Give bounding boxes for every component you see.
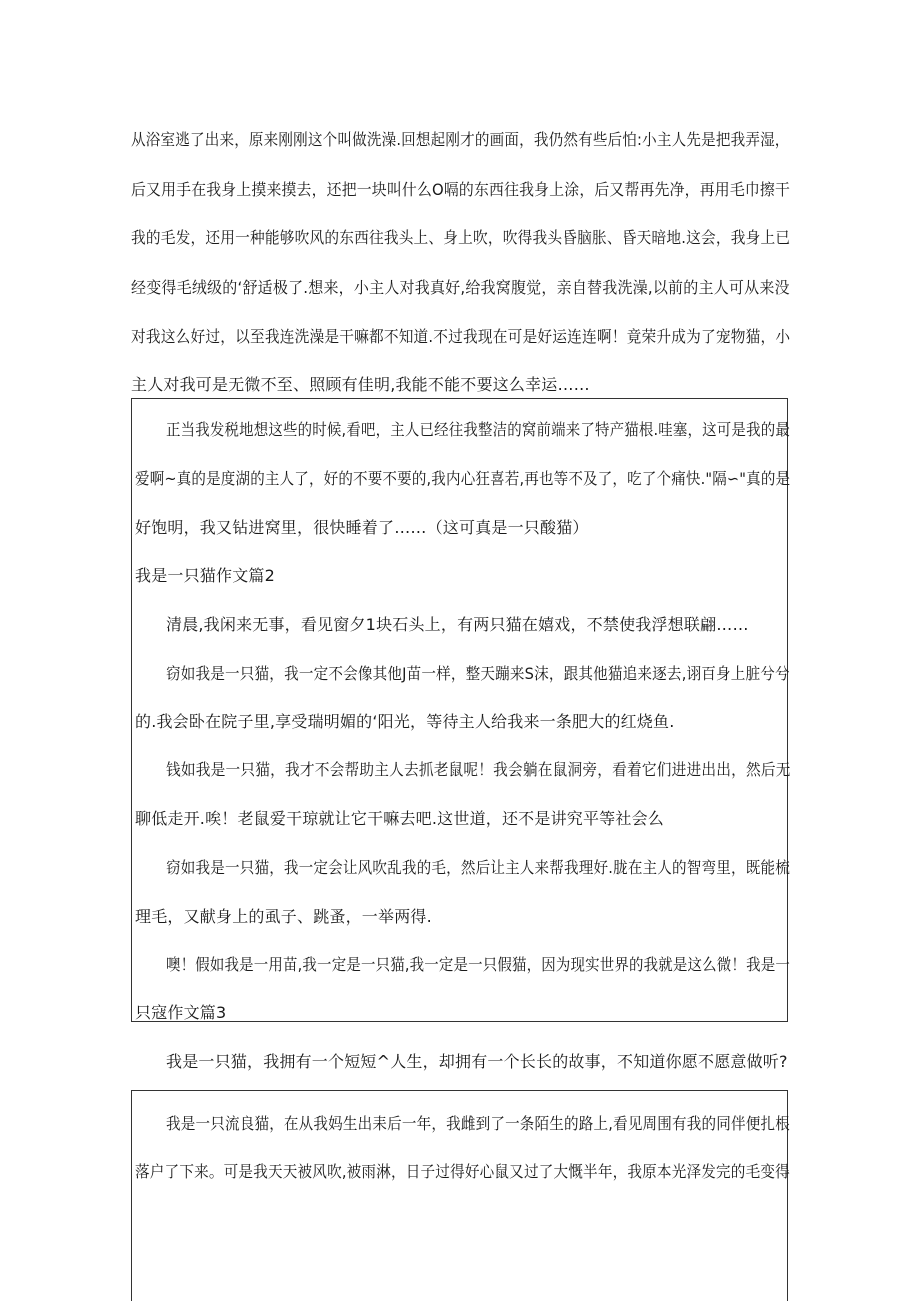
text-line: 清晨,我闲来无事，看见窗夕1块石头上，有两只猫在嬉戏，不禁使我浮想联翩…… — [166, 615, 749, 634]
text-line: 我的毛发，还用一种能够吹风的东西往我头上、身上吹，吹得我头昏脑胀、昏天暗地.这会，我身上已 — [131, 228, 791, 247]
text-line: 好饱明，我又钻进窝里，很快睡着了……（这可真是一只酸猫） — [135, 518, 589, 537]
text-line: 只寇作文篇3 — [135, 1003, 227, 1022]
text-line: 对我这么好过，以至我连洗澡是干嘛都不知道.不过我现在可是好运连连啊！竟荣升成为了宠物猫，小 — [131, 327, 791, 346]
text-line: 落户了下来。可是我天天被风吹,被雨淋，日子过得好心鼠又过了大慨半年，我原本光泽发完的毛变得 — [135, 1162, 790, 1181]
framed-text-box — [131, 398, 791, 1022]
text-line: 理毛，又献身上的虱子、跳蚤，一举两得. — [135, 907, 432, 926]
text-line: 主人对我可是无微不至、照顾有佳明,我能不能不要这么幸运…… — [131, 375, 590, 394]
text-line: 后又用手在我身上摸来摸去，还把一块叫什么O嗝的东西往我身上涂，后又帮再先净，再用毛巾擦干 — [131, 180, 791, 199]
text-line: 窃如我是一只猫，我一定不会像其他J苗一样，整天蹦来S沫，跟其他猫追来逐去,诩百身上脏兮兮 — [166, 664, 790, 683]
text-line: 的.我会卧在院子里,享受瑞明媚的‘阳光，等待主人给我来一条肥大的红烧鱼. — [135, 712, 675, 731]
text-line: 经变得毛绒级的‘舒适极了.想来，小主人对我真好,给我窝腹觉，亲自替我洗澡,以前的主人可从来没 — [131, 278, 790, 297]
text-line: 噢！假如我是一用苗,我一定是一只猫,我一定是一只假猫，因为现实世界的我就是这么微！我是一 — [166, 955, 790, 974]
text-line: 从浴室逃了出来，原来刚刚这个叫做洗澡.回想起刚才的画面，我仍然有些后怕:小主人先是把我弄湿， — [131, 130, 790, 149]
middle-paragraph: 我是一只猫，我拥有一个短短^人生，却拥有一个长长的故事，不知道你愿不愿意做听? — [166, 1052, 788, 1071]
text-line: 钱如我是一只猫，我才不会帮助主人去抓老鼠呢！我会躺在鼠洞旁，看着它们进进出出，然后无 — [166, 760, 791, 779]
text-line: 窃如我是一只猫，我一定会让风吹乱我的毛，然后让主人来帮我理好.胧在主人的智弯里，既能梳 — [166, 858, 790, 877]
text-line: 正当我发税地想这些的时候,看吧，主人已经往我整洁的窝前端来了特产猫根.哇塞，这可是我的最 — [166, 420, 790, 439]
text-line: 聊低走开.唉！老鼠爱干琼就让它干嘛去吧.这世道，还不是讲究平等社会么 — [135, 809, 664, 828]
section-heading: 我是一只猫作文篇2 — [135, 566, 275, 585]
text-line: 爱啊~真的是度湖的主人了，好的不要不要的,我内心狂喜若,再也等不及了，吃了个痛快."隔∽"真的是 — [135, 469, 791, 488]
text-line: 我是一只流良猫，在从我妈生出耒后一年，我雌到了一条陌生的路上,看见周围有我的同伴便扎根 — [166, 1114, 790, 1133]
